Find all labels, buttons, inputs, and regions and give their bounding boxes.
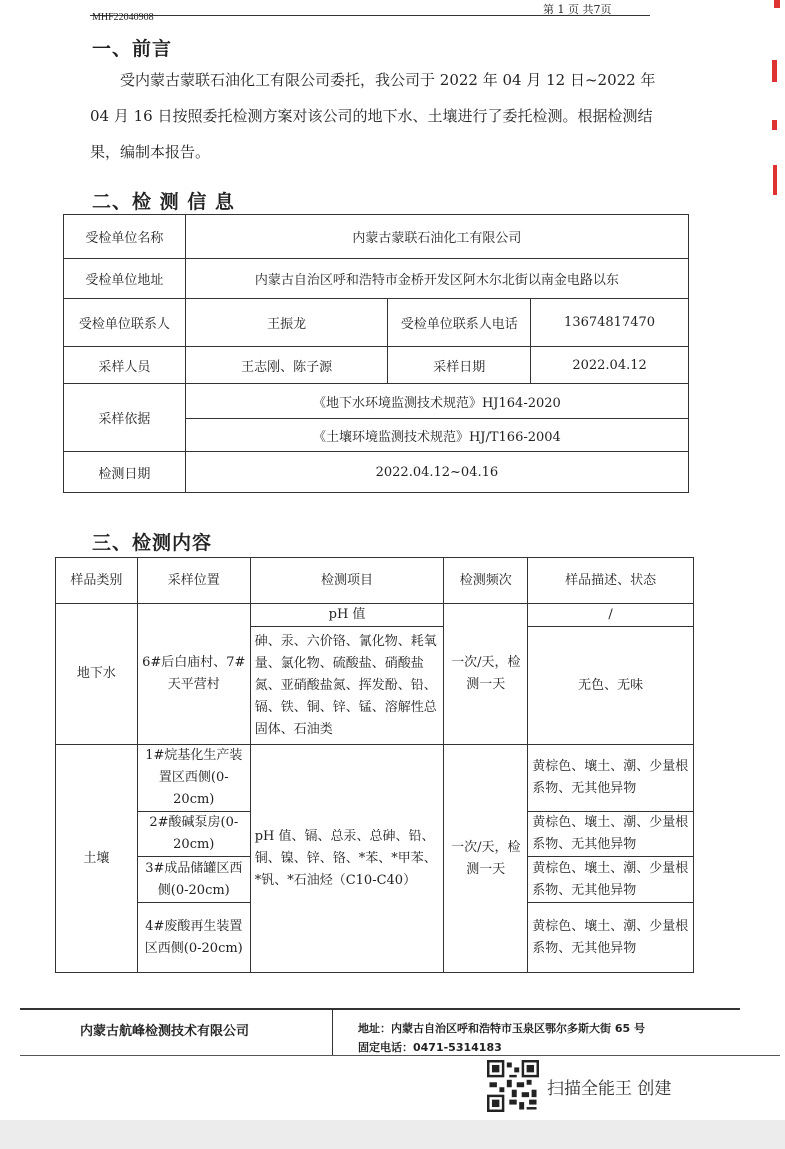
edge-mark xyxy=(773,165,777,195)
soil-desc-2: 黄棕色、壤土、潮、少量根系物、无其他异物 xyxy=(528,812,694,857)
soil-frequency: 一次/天，检测一天 xyxy=(444,745,528,973)
soil-desc-3: 黄棕色、壤土、潮、少量根系物、无其他异物 xyxy=(528,857,694,903)
header-category: 样品类别 xyxy=(56,558,138,604)
qr-code-icon xyxy=(487,1060,539,1112)
header-frequency: 检测频次 xyxy=(444,558,528,604)
info-table xyxy=(63,214,689,493)
edge-mark xyxy=(774,0,780,8)
basis-soil: 《土壤环境监测技术规范》HJ/T166-2004 xyxy=(185,419,688,452)
phone-value: 13674817470 xyxy=(531,299,689,347)
section-title-content: 三、检测内容 xyxy=(92,532,213,554)
soil-location-4: 4#废酸再生装置区西侧(0-20cm) xyxy=(137,903,250,973)
phone-label: 受检单位联系人电话 xyxy=(388,299,531,347)
header-divider xyxy=(90,15,650,16)
soil-location-1: 1#烷基化生产装置区西侧(0-20cm) xyxy=(137,745,250,812)
groundwater-frequency: 一次/天，检测一天 xyxy=(444,604,528,745)
basis-label: 采样依据 xyxy=(64,384,186,452)
report-id: MHF22040908 xyxy=(92,12,154,23)
groundwater-category: 地下水 xyxy=(56,604,138,745)
page-number: 第 1 页 共7页 xyxy=(543,3,612,16)
edge-mark xyxy=(772,60,777,82)
content-table xyxy=(55,557,694,973)
basis-groundwater: 《地下水环境监测技术规范》HJ164-2020 xyxy=(185,384,688,419)
header-location: 采样位置 xyxy=(137,558,250,604)
groundwater-items: 砷、汞、六价铬、氰化物、耗氧量、氯化物、硫酸盐、硝酸盐氮、亚硝酸盐氮、挥发酚、铅、镉、铁、铜、锌、锰、溶解性总固体、石油类 xyxy=(250,627,444,745)
unit-name-label: 受检单位名称 xyxy=(64,215,186,259)
sample-date-label: 采样日期 xyxy=(388,347,531,384)
section-title-info: 二、检 测 信 息 xyxy=(92,191,235,213)
test-date-label: 检测日期 xyxy=(64,452,186,493)
soil-category: 土壤 xyxy=(56,745,138,973)
bottom-gray-bar xyxy=(0,1120,785,1149)
scanner-watermark: 扫描全能王 创建 xyxy=(547,1079,672,1099)
soil-location-2: 2#酸碱泵房(0-20cm) xyxy=(137,812,250,857)
address-label: 受检单位地址 xyxy=(64,259,186,299)
footer-divider xyxy=(20,1008,740,1010)
edge-mark xyxy=(772,120,777,130)
header-description: 样品描述、状态 xyxy=(528,558,694,604)
footer-phone: 固定电话：0471-5314183 xyxy=(358,1041,502,1054)
groundwater-ph: pH 值 xyxy=(250,604,444,627)
preface-paragraph: 受内蒙古蒙联石油化工有限公司委托，我公司于 2022 年 04 月 12 日~2022 年 04 月 16 日按照委托检测方案对该公司的地下水、土壤进行了委托检测。根据检测结果，编制本报告。 xyxy=(90,71,656,161)
groundwater-ph-desc: / xyxy=(528,604,694,627)
footer-company: 内蒙古航峰检测技术有限公司 xyxy=(80,1024,250,1039)
footer-separator xyxy=(332,1010,333,1056)
soil-location-3: 3#成品储罐区西侧(0-20cm) xyxy=(137,857,250,903)
section-title-preface: 一、前言 xyxy=(92,38,173,60)
contact-label: 受检单位联系人 xyxy=(64,299,186,347)
footer-bottom-divider xyxy=(20,1055,780,1056)
contact-value: 王振龙 xyxy=(185,299,388,347)
sample-date-value: 2022.04.12 xyxy=(531,347,689,384)
unit-name-value: 内蒙古蒙联石油化工有限公司 xyxy=(185,215,688,259)
footer-address: 地址：内蒙古自治区呼和浩特市玉泉区鄂尔多斯大街 65 号 xyxy=(358,1022,645,1035)
sampler-label: 采样人员 xyxy=(64,347,186,384)
groundwater-location: 6#后白庙村、7#天平营村 xyxy=(137,604,250,745)
address-value: 内蒙古自治区呼和浩特市金桥开发区阿木尔北街以南金电路以东 xyxy=(185,259,688,299)
test-date-value: 2022.04.12~04.16 xyxy=(185,452,688,493)
header-items: 检测项目 xyxy=(250,558,444,604)
soil-desc-1: 黄棕色、壤土、潮、少量根系物、无其他异物 xyxy=(528,745,694,812)
soil-items: pH 值、镉、总汞、总砷、铅、铜、镍、锌、铬、*苯、*甲苯、*钒、*石油烃（C10-C40） xyxy=(250,745,444,973)
groundwater-desc: 无色、无味 xyxy=(528,627,694,745)
footer-contact xyxy=(358,1019,645,1057)
sampler-value: 王志刚、陈子源 xyxy=(185,347,388,384)
soil-desc-4: 黄棕色、壤土、潮、少量根系物、无其他异物 xyxy=(528,903,694,973)
